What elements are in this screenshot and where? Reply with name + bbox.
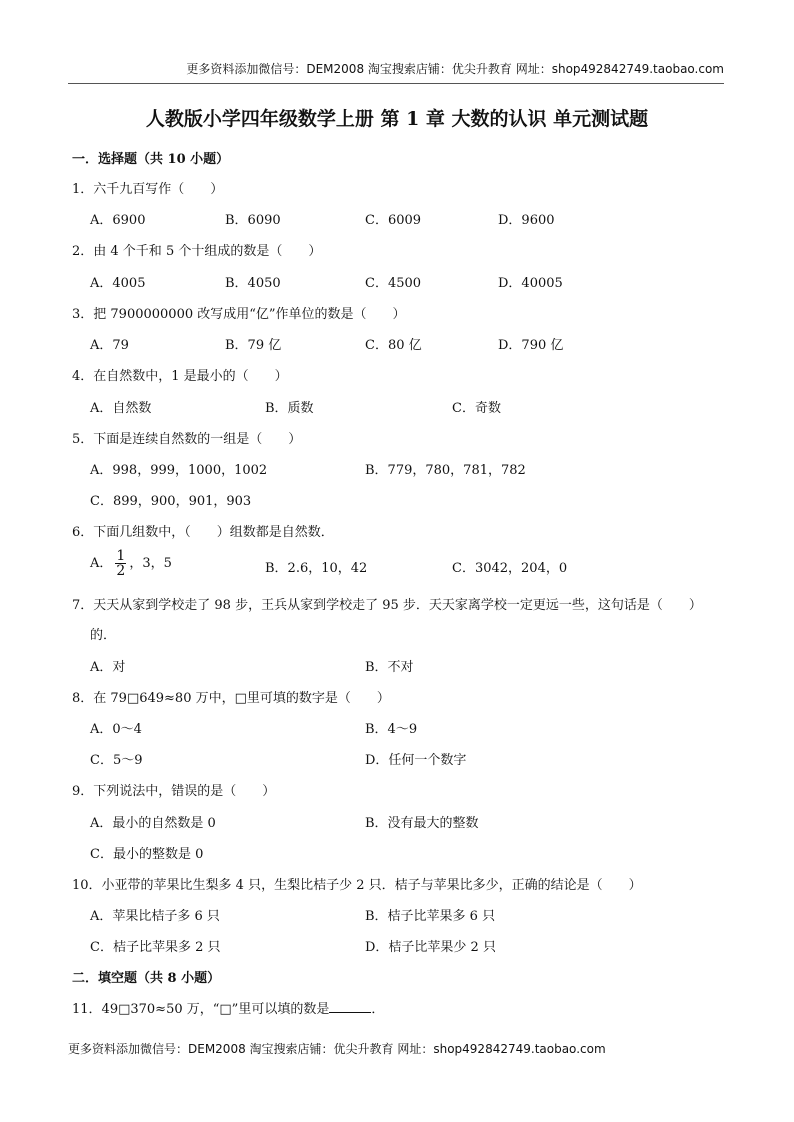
q10-option-b: B．桔子比苹果多 6 只 (365, 909, 496, 924)
q3-option-b: B．79 亿 (225, 338, 282, 353)
q1-option-a: A．6900 (90, 213, 146, 228)
q2-option-b: B．4050 (225, 276, 281, 291)
fraction-denominator: 2 (116, 563, 126, 579)
q4-option-b: B．质数 (265, 401, 314, 416)
section-fill-heading: 二．填空题（共 8 小题） (72, 971, 221, 986)
q3-option-c: C．80 亿 (365, 338, 422, 353)
q10-option-d: D．桔子比苹果少 2 只 (365, 940, 496, 955)
q9-option-a: A．最小的自然数是 0 (90, 816, 216, 831)
q6-option-a-prefix: A． (90, 556, 113, 571)
q8-option-d: D．任何一个数字 (365, 753, 467, 768)
q8-option-c: C．5～9 (90, 753, 143, 768)
fraction-numerator: 1 (116, 548, 126, 564)
answer-blank[interactable] (329, 1000, 371, 1013)
fraction-one-half (115, 549, 126, 578)
q6-option-c: C．3042，204，0 (452, 561, 568, 576)
q6-option-a-rest: ，3，5 (129, 556, 172, 571)
question-6: 6．下面几组数中，（ ）组数都是自然数． (72, 525, 334, 540)
section-choice-heading: 一．选择题（共 10 小题） (72, 152, 230, 167)
q2-option-a: A．4005 (90, 276, 146, 291)
q6-option-a (90, 549, 172, 578)
question-7-continued: 的． (90, 628, 117, 643)
q10-option-a: A．苹果比桔子多 6 只 (90, 909, 220, 924)
question-11-end: ． (371, 1002, 385, 1017)
q5-option-b: B．779，780，781，782 (365, 463, 526, 478)
q8-option-a: A．0～4 (90, 722, 142, 737)
q3-option-a: A．79 (90, 338, 129, 353)
question-2: 2．由 4 个千和 5 个十组成的数是（ ） (72, 244, 322, 259)
q5-option-a: A．998，999，1000，1002 (90, 463, 268, 478)
q5-option-c: C．899，900，901，903 (90, 494, 252, 509)
q8-option-b: B．4～9 (365, 722, 418, 737)
q7-option-a: A．对 (90, 660, 126, 675)
question-3: 3．把 7900000000 改写成用“亿”作单位的数是（ ） (72, 307, 406, 322)
q1-option-b: B．6090 (225, 213, 281, 228)
page-header: 更多资料添加微信号：DEM2008 淘宝搜索店铺：优尖升教育 网址：shop492842749.taobao.com (68, 60, 724, 84)
question-9: 9．下列说法中，错误的是（ ） (72, 784, 276, 799)
page-title: 人教版小学四年级数学上册 第 1 章 大数的认识 单元测试题 (145, 108, 649, 130)
question-10: 10．小亚带的苹果比生梨多 4 只，生梨比桔子少 2 只．桔子与苹果比多少，正确的结论是（ ） (72, 878, 642, 893)
question-5: 5．下面是连续自然数的一组是（ ） (72, 432, 302, 447)
q9-option-c: C．最小的整数是 0 (90, 847, 204, 862)
question-7: 7．天天从家到学校走了 98 步，王兵从家到学校走了 95 步．天天家离学校一定更远一些，这句话是（ ） (72, 598, 702, 613)
question-4: 4．在自然数中，1 是最小的（ ） (72, 369, 288, 384)
q6-option-b: B．2.6，10，42 (265, 561, 368, 576)
q7-option-b: B．不对 (365, 660, 414, 675)
q1-option-c: C．6009 (365, 213, 422, 228)
q4-option-a: A．自然数 (90, 401, 152, 416)
question-11-stem: 11．49□370≈50 万，“□”里可以填的数是 (72, 1002, 330, 1017)
q3-option-d: D．790 亿 (498, 338, 564, 353)
q9-option-b: B．没有最大的整数 (365, 816, 479, 831)
question-1: 1．六千九百写作（ ） (72, 182, 224, 197)
q1-option-d: D．9600 (498, 213, 555, 228)
q4-option-c: C．奇数 (452, 401, 501, 416)
q10-option-c: C．桔子比苹果多 2 只 (90, 940, 221, 955)
q2-option-c: C．4500 (365, 276, 422, 291)
page-footer: 更多资料添加微信号：DEM2008 淘宝搜索店铺：优尖升教育 网址：shop492842749.taobao.com (68, 1042, 606, 1056)
question-8: 8．在 79□649≈80 万中，□里可填的数字是（ ） (72, 691, 390, 706)
q2-option-d: D．40005 (498, 276, 563, 291)
question-11 (72, 998, 384, 1017)
